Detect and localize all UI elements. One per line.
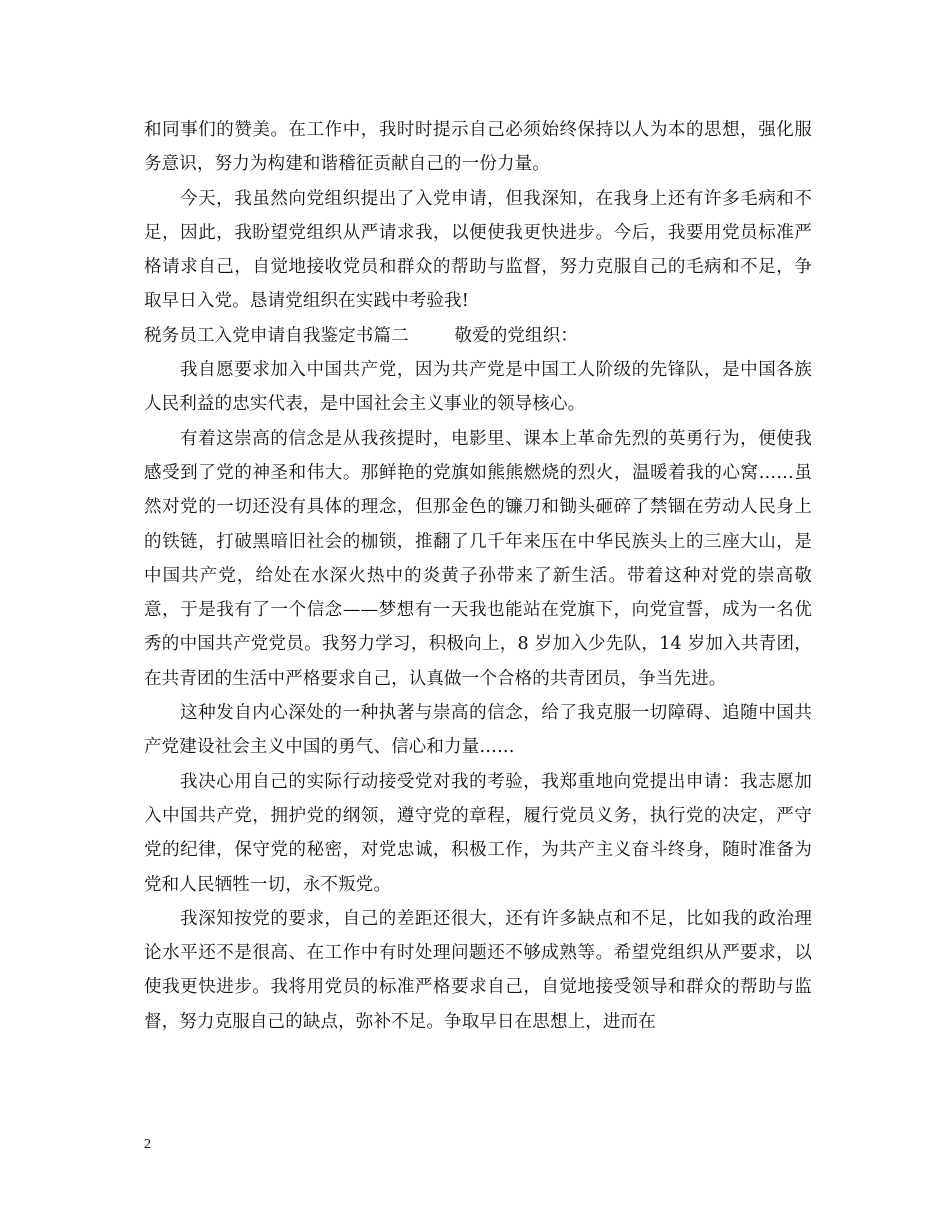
page-number: 2 — [144, 1137, 151, 1152]
section-heading: 税务员工入党申请自我鉴定书篇二 — [144, 325, 409, 346]
paragraph: 这种发自内心深处的一种执著与崇高的信念，给了我克服一切障碍、追随中国共产党建设社会主义中国的勇气、信心和力量…… — [144, 703, 812, 758]
paragraph: 有着这崇高的信念是从我孩提时，电影里、课本上革命先烈的英勇行为，便使我感受到了党的神圣和伟大。那鲜艳的党旗如熊熊燃烧的烈火，温暖着我的心窝……虽然对党的一切还没有具体的理念，但那金色的镰刀和锄头砸碎了禁锢在劳动人民身上的铁链，打破黑暗旧社会的枷锁，推翻了几千年来压在中华民族头上的三座大山，是中国共产党，给处在水深火热中的炎黄子孙带来了新生活。带着这种对党的崇高敬意，于是我有了一个信念——梦想有一天我也能站在党旗下，向党宣誓，成为一名优秀的中国共产党党员。我努力学习，积极向上，8 岁加入少先队，14 岁加入共青团，在共青团的生活中严格要求自己，认真做一个合格的共青团员，争当先进。 — [144, 428, 812, 689]
paragraph: 我深知按党的要求，自己的差距还很大，还有许多缺点和不足，比如我的政治理论水平还不是很高、在工作中有时处理问题还不够成熟等。希望党组织从严要求，以使我更快进步。我将用党员的标准严格要求自己，自觉地接受领导和群众的帮助与监督，努力克服自己的缺点，弥补不足。争取早日在思想上，进而在 — [144, 908, 812, 1032]
paragraph: 我自愿要求加入中国共产党，因为共产党是中国工人阶级的先锋队，是中国各族人民利益的忠实代表，是中国社会主义事业的领导核心。 — [144, 360, 812, 415]
paragraph: 我决心用自己的实际行动接受党对我的考验，我郑重地向党提出申请：我志愿加入中国共产党，拥护党的纲领，遵守党的章程，履行党员义务，执行党的决定，严守党的纪律，保守党的秘密，对党忠诚，积极工作，为共产主义奋斗终身，随时准备为党和人民牺牲一切，永不叛党。 — [144, 771, 812, 895]
paragraph: 今天，我虽然向党组织提出了入党申请，但我深知，在我身上还有许多毛病和不足，因此，我盼望党组织从严请求我，以便使我更快进步。今后，我要用党员标准严格请求自己，自觉地接收党员和群众的帮助与监督，努力克服自己的毛病和不足，争取早日入党。恳请党组织在实践中考验我! — [144, 188, 812, 312]
paragraph-continuation: 和同事们的赞美。在工作中，我时时提示自己必须始终保持以人为本的思想，强化服务意识，努力为构建和谐稽征贡献自己的一份力量。 — [144, 120, 812, 175]
document-body — [144, 113, 812, 1039]
salutation: 敬爱的党组织： — [454, 325, 579, 346]
section-heading-line — [144, 319, 812, 353]
